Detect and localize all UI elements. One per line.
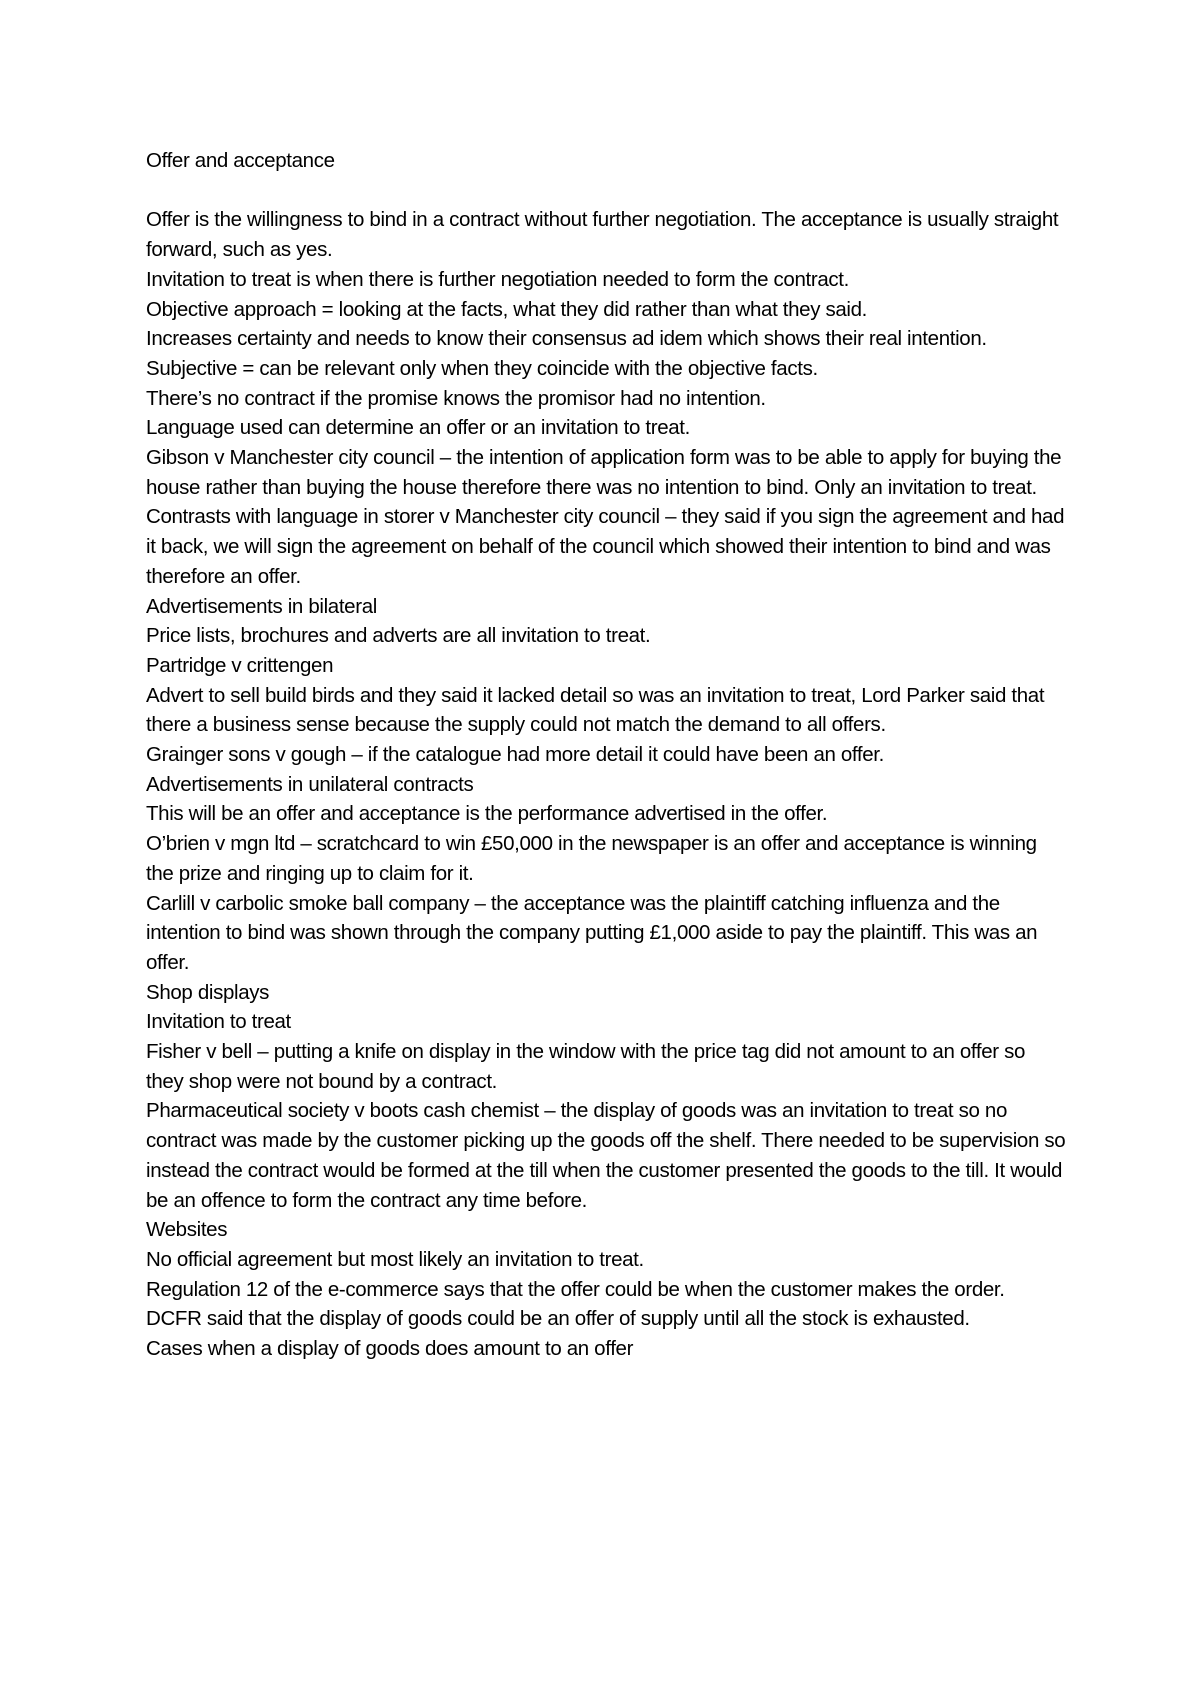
- paragraph: Subjective = can be relevant only when they coincide with the objective facts.: [146, 356, 818, 380]
- paragraph: Invitation to treat is when there is further negotiation needed to form the contract.: [146, 267, 849, 291]
- paragraph: Grainger sons v gough – if the catalogue had more detail it could have been an offer.: [146, 743, 884, 767]
- paragraph: Carlill v carbolic smoke ball company – the acceptance was the plaintiff catching influenza and the intention to bind was shown through the company putting £1,000 aside to pay the plaintiff. This was an offer.: [146, 891, 1038, 974]
- document-title: Offer and acceptance: [146, 149, 335, 172]
- paragraph: There’s no contract if the promise knows the promisor had no intention.: [146, 386, 766, 410]
- section-heading: Invitation to treat: [146, 1010, 291, 1034]
- section-heading: Shop displays: [146, 980, 270, 1004]
- section-heading: Websites: [146, 1218, 228, 1242]
- paragraph: Offer is the willingness to bind in a contract without further negotiation. The acceptance is usually straight forward, such as yes.: [146, 208, 1059, 262]
- document-body: [146, 146, 1066, 1364]
- paragraph: Language used can determine an offer or an invitation to treat.: [146, 416, 690, 440]
- paragraph: No official agreement but most likely an invitation to treat.: [146, 1248, 644, 1271]
- paragraph: This will be an offer and acceptance is the performance advertised in the offer.: [146, 802, 828, 826]
- section-heading: Advertisements in bilateral: [146, 594, 377, 618]
- paragraph: DCFR said that the display of goods could be an offer of supply until all the stock is exhausted.: [146, 1307, 970, 1331]
- paragraph: Price lists, brochures and adverts are all invitation to treat.: [146, 624, 651, 648]
- section-heading: Advertisements in unilateral contracts: [146, 772, 474, 796]
- paragraph: Objective approach = looking at the facts, what they did rather than what they said.: [146, 297, 868, 321]
- paragraph: Cases when a display of goods does amount to an offer: [146, 1337, 634, 1361]
- paragraph: Advert to sell build birds and they said it lacked detail so was an invitation to treat, Lord Parker said that there a business sense because the supply could not match the demand to all offers.: [146, 683, 1045, 737]
- paragraph: Contrasts with language in storer v Manchester city council – they said if you sign the agreement and had it back, we will sign the agreement on behalf of the council which showed their intention to bind and was therefore an offer.: [146, 505, 1065, 588]
- paragraph: O’brien v mgn ltd – scratchcard to win £50,000 in the newspaper is an offer and acceptance is winning the prize and ringing up to claim for it.: [146, 832, 1037, 885]
- paragraph: Fisher v bell – putting a knife on display in the window with the price tag did not amount to an offer so they shop were not bound by a contract.: [146, 1040, 1026, 1093]
- paragraph: Pharmaceutical society v boots cash chemist – the display of goods was an invitation to treat so no contract was made by the customer picking up the goods off the shelf. There needed to be supervision so instead the contract would be formed at the till when the customer presented the goods to the till. It would be an offence to form the contract any time before.: [146, 1099, 1066, 1212]
- paragraph: Gibson v Manchester city council – the intention of application form was to be able to apply for buying the house rather than buying the house therefore there was no intention to bind. Only an invitation to treat.: [146, 446, 1062, 499]
- paragraph: Increases certainty and needs to know their consensus ad idem which shows their real intention.: [146, 327, 987, 351]
- paragraph: Regulation 12 of the e-commerce says that the offer could be when the customer makes the order.: [146, 1277, 1005, 1301]
- case-name: Partridge v crittengen: [146, 653, 334, 677]
